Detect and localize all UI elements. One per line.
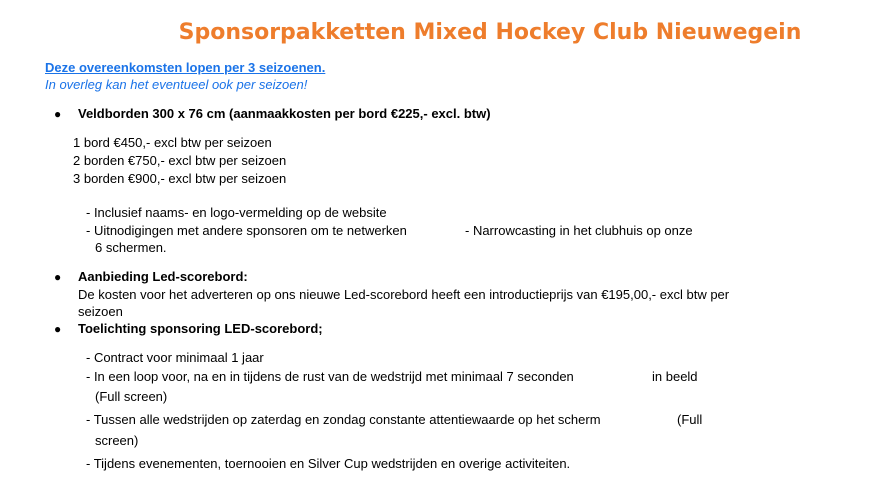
led-item-loop: - In een loop voor, na en in tijdens de rust van de wedstrijd met minimaal 7 seconden: [86, 369, 574, 384]
benefit-website: - Inclusief naams- en logo-vermelding op de website: [86, 205, 387, 220]
benefit-networking: - Uitnodigingen met andere sponsoren om te netwerken: [86, 223, 407, 238]
intro-note: In overleg kan het eventueel ook per seizoen!: [45, 77, 308, 92]
led-item-between: - Tussen alle wedstrijden op zaterdag en zondag constante attentiewaarde op het scherm: [86, 412, 601, 427]
led-offer-text-cont: seizoen: [78, 304, 123, 319]
led-offer-heading: Aanbieding Led-scorebord:: [78, 269, 248, 284]
benefit-narrowcasting: - Narrowcasting in het clubhuis op onze: [465, 223, 693, 238]
led-item-loop-fullscreen: (Full screen): [95, 389, 168, 404]
price-line: 2 borden €750,- excl btw per seizoen: [73, 153, 287, 168]
led-item-events: - Tijdens evenementen, toernooien en Silver Cup wedstrijden en overige activiteiten.: [86, 456, 571, 471]
led-item-between-screen: screen): [95, 433, 139, 448]
bullet-led-offer: ●: [54, 270, 62, 284]
led-item-contract: - Contract voor minimaal 1 jaar: [86, 350, 264, 365]
price-line: 3 borden €900,- excl btw per seizoen: [73, 171, 287, 186]
benefit-narrowcasting-cont: 6 schermen.: [95, 240, 167, 255]
led-item-between-cont: (Full: [677, 412, 703, 427]
led-item-loop-cont: in beeld: [652, 369, 698, 384]
bullet-led-explain: ●: [54, 322, 62, 336]
price-line: 1 bord €450,- excl btw per seizoen: [73, 135, 272, 150]
led-explain-heading: Toelichting sponsoring LED-scorebord;: [78, 321, 323, 336]
page-title: Sponsorpakketten Mixed Hockey Club Nieuwegein: [178, 20, 802, 45]
bullet-veldborden: ●: [54, 107, 62, 121]
led-offer-text: De kosten voor het adverteren op ons nieuwe Led-scorebord heeft een introductieprijs van €195,00,- excl btw per: [78, 287, 730, 302]
intro-link[interactable]: Deze overeenkomsten lopen per 3 seizoenen.: [45, 60, 326, 75]
veldborden-heading: Veldborden 300 x 76 cm (aanmaakkosten per bord €225,- excl. btw): [78, 106, 491, 121]
